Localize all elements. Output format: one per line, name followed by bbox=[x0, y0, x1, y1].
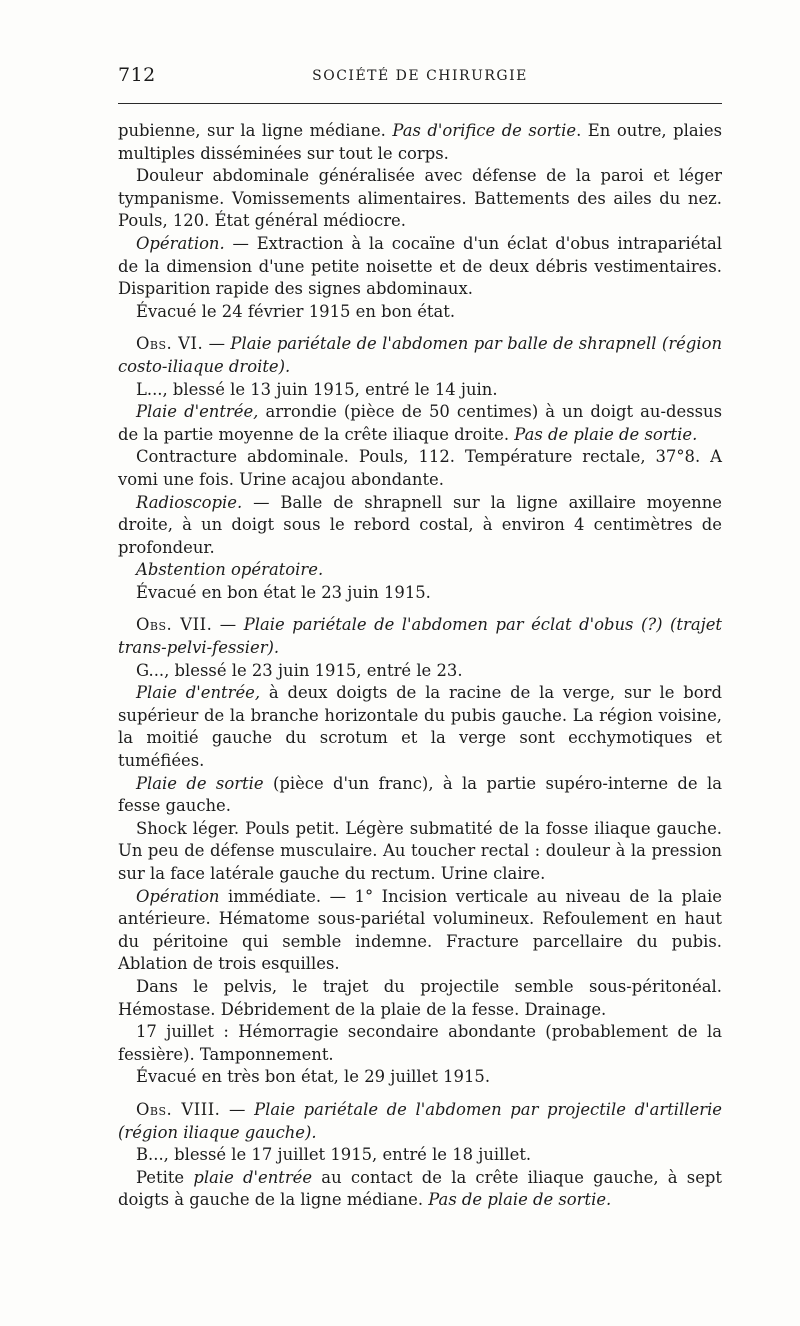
obs6-radioscopie: Radioscopie. — Balle de shrapnell sur la ligne axillaire moyenne droite, à un doigt sous le rebord costal, à environ 4 centimètres de profondeur. bbox=[118, 492, 722, 557]
obs-title: Plaie pariétale de l'abdomen par projectile d'artillerie (région iliaque gauche). bbox=[118, 1099, 723, 1142]
obs-title: Plaie pariétale de l'abdomen par éclat d'obus (?) (trajet trans-pelvi-fessier). bbox=[118, 615, 722, 658]
obs8-heading: Obs. VIII. — Plaie pariétale de l'abdomen par projectile d'artillerie (région iliaque gauche). bbox=[118, 1099, 723, 1142]
obs7-entree: Plaie d'entrée, à deux doigts de la racine de la verge, sur le bord supérieur de la branche horizontale du pubis gauche. La région voisine, la moitié gauche du scrotum et la verge sont ecchymotiques et tuméfiées. bbox=[118, 683, 722, 771]
page-header bbox=[118, 64, 722, 94]
obs5-paragraph-2: Douleur abdominale généralisée avec défense de la paroi et léger tympanisme. Vomissements alimentaires. Battements des ailes du nez. Pouls, 120. État général médiocre. bbox=[118, 166, 722, 231]
obs7-heading: Obs. VII. — Plaie pariétale de l'abdomen par éclat d'obus (?) (trajet trans-pelvi-fessier). bbox=[118, 615, 722, 658]
obs6-heading: Obs. VI. — Plaie pariétale de l'abdomen par balle de shrapnell (région costo-iliaque droite). bbox=[118, 334, 723, 376]
obs7-july17: 17 juillet : Hémorragie secondaire abondante (probablement de la fessière). Tamponnement. bbox=[118, 1022, 722, 1064]
obs6-evacuation: Évacué en bon état le 23 juin 1915. bbox=[136, 582, 431, 602]
running-title: SOCIÉTÉ DE CHIRURGIE bbox=[312, 68, 528, 84]
obs-label: Obs. VII. bbox=[136, 615, 213, 635]
obs6-abstention: Abstention opératoire. bbox=[136, 560, 324, 580]
obs5-evacuation: Évacué le 24 février 1915 en bon état. bbox=[136, 301, 456, 321]
obs6-entree: Plaie d'entrée, arrondie (pièce de 50 centimes) à un doigt au-dessus de la partie moyenne de la crête iliaque droite. Pas de plaie de sortie. bbox=[118, 402, 722, 444]
obs8-entree: Petite plaie d'entrée au contact de la crête iliaque gauche, à sept doigts à gauche de la ligne médiane. Pas de plaie de sortie. bbox=[118, 1167, 722, 1210]
obs-label: Obs. VIII. bbox=[136, 1099, 221, 1119]
obs6-symptoms: Contracture abdominale. Pouls, 112. Température rectale, 37°8. A vomi une fois. Urine acajou abondante. bbox=[118, 447, 722, 489]
obs5-operation: Opération. — Extraction à la cocaïne d'un éclat d'obus intrapariétal de la dimension d'une petite noisette et de deux débris vestimentaires. Disparition rapide des signes abdominaux. bbox=[118, 233, 722, 299]
obs-title: Plaie pariétale de l'abdomen par balle de shrapnell (région costo-iliaque droite). bbox=[118, 334, 723, 376]
obs5-paragraph-1: pubienne, sur la ligne médiane. Pas d'orifice de sortie. En outre, plaies multiples disséminées sur tout le corps. bbox=[118, 121, 722, 163]
obs7-patient: G..., blessé le 23 juin 1915, entré le 23. bbox=[136, 660, 463, 680]
page-number: 712 bbox=[118, 64, 156, 86]
obs8-patient: B..., blessé le 17 juillet 1915, entré le 18 juillet. bbox=[136, 1145, 532, 1165]
obs7-operation: Opération immédiate. — 1° Incision verticale au niveau de la plaie antérieure. Hématome sous-pariétal volumineux. Refoulement en haut du péritoine qui semble indemne. Fracture parcellaire du pubis. Ablation de trois esquilles. bbox=[118, 886, 722, 974]
obs7-sortie: Plaie de sortie (pièce d'un franc), à la partie supéro-interne de la fesse gauche. bbox=[118, 773, 722, 816]
obs-label: Obs. VI. bbox=[136, 334, 204, 354]
obs7-pelvis: Dans le pelvis, le trajet du projectile semble sous-péritonéal. Hémostase. Débridement de la plaie de la fesse. Drainage. bbox=[118, 976, 722, 1019]
page-body bbox=[118, 120, 722, 1212]
obs6-patient: L..., blessé le 13 juin 1915, entré le 14 juin. bbox=[136, 379, 498, 399]
obs7-evacuation: Évacué en très bon état, le 29 juillet 1915. bbox=[136, 1067, 491, 1087]
obs7-symptoms: Shock léger. Pouls petit. Légère submatité de la fosse iliaque gauche. Un peu de défense musculaire. Au toucher rectal : douleur à la pression sur la face latérale gauche du rectum. Urine claire. bbox=[118, 818, 722, 883]
no-exit-italic: Pas d'orifice de sortie bbox=[392, 121, 577, 140]
header-rule bbox=[118, 103, 722, 104]
